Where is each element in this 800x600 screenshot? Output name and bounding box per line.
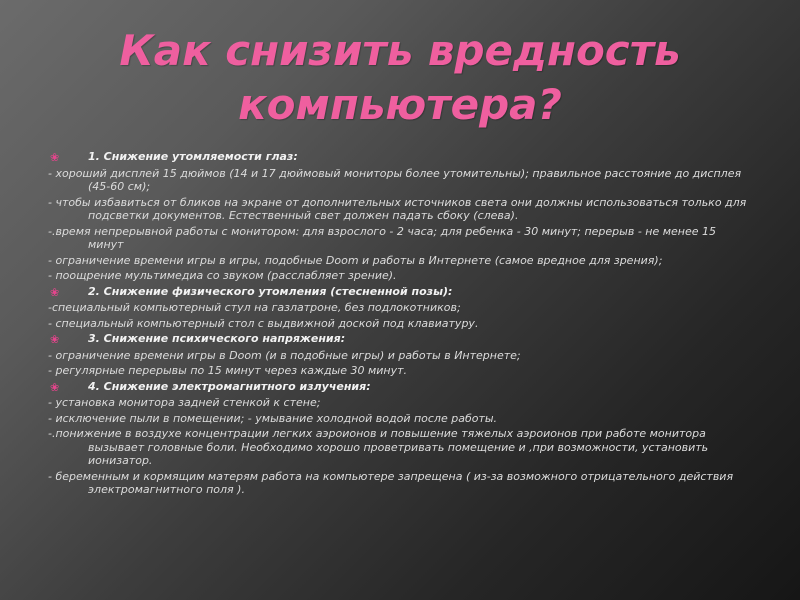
flower-bullet-icon: ❀ xyxy=(50,285,60,299)
list-item: - беременным и кормящим матерям работа на компьютере запрещена ( из-за возможного отрицательного действия электромагнитного поля ). xyxy=(48,469,734,496)
list-item: - ограничение времени игры в Doom (и в подобные игры) и работы в Интернете; xyxy=(48,348,521,362)
section-heading-radiation: ❀ 4. Снижение электромагнитного излучения: xyxy=(50,379,371,394)
list-item: - специальный компьютерный стол с выдвижной доской под клавиатуру. xyxy=(48,316,479,330)
title-line-1: Как снизить вредность xyxy=(119,26,681,75)
list-item: -.понижение в воздухе концентрации легких аэроионов и повышение тяжелых аэроионов при работе монитора вызывает головные боли. Необходимо хорошо проветривать помещение и ,при возможности, установить ионизатор. xyxy=(48,427,709,467)
flower-bullet-icon: ❀ xyxy=(50,380,60,394)
title-line-2: компьютера? xyxy=(238,80,562,129)
list-item: - поощрение мультимедиа со звуком (расслабляет зрение). xyxy=(48,269,397,282)
slide-title xyxy=(40,24,760,132)
section-heading-stress: ❀ 3. Снижение психического напряжения: xyxy=(50,332,346,346)
list-item: - исключение пыли в помещении; - умывание холодной водой после работы. xyxy=(48,411,498,425)
list-item: - хороший дисплей 15 дюймов (14 и 17 дюймовый мониторы более утомительны); правильное расстояние до дисплея (45-60 см); xyxy=(48,166,742,193)
flower-bullet-icon: ❀ xyxy=(50,333,60,346)
list-item: - регулярные перерывы по 15 минут через каждые 30 минут. xyxy=(48,364,408,377)
list-item: -.время непрерывной работы с монитором: для взрослого - 2 часа; для ребенка - 30 минут; перерыв - не менее 15 минут xyxy=(48,224,717,251)
list-item: - чтобы избавиться от бликов на экране от дополнительных источников света они должны использоваться только для подсветки документов. Естественный свет должен падать сбоку (слева). xyxy=(48,195,747,222)
section-heading-posture: ❀ 2. Снижение физического утомления (стесненной позы): xyxy=(50,284,453,299)
section-heading-eyes: ❀ 1. Снижение утомляемости глаз: xyxy=(50,150,298,164)
list-item: - установка монитора задней стенкой к стене; xyxy=(48,396,321,409)
flower-bullet-icon: ❀ xyxy=(50,151,60,164)
list-item: -специальный компьютерный стул на газлатроне, без подлокотников; xyxy=(48,301,461,314)
list-item: - ограничение времени игры в игры, подобные Doom и работы в Интернете (самое вредное для зрения); xyxy=(48,253,663,267)
slide-content xyxy=(48,150,748,499)
